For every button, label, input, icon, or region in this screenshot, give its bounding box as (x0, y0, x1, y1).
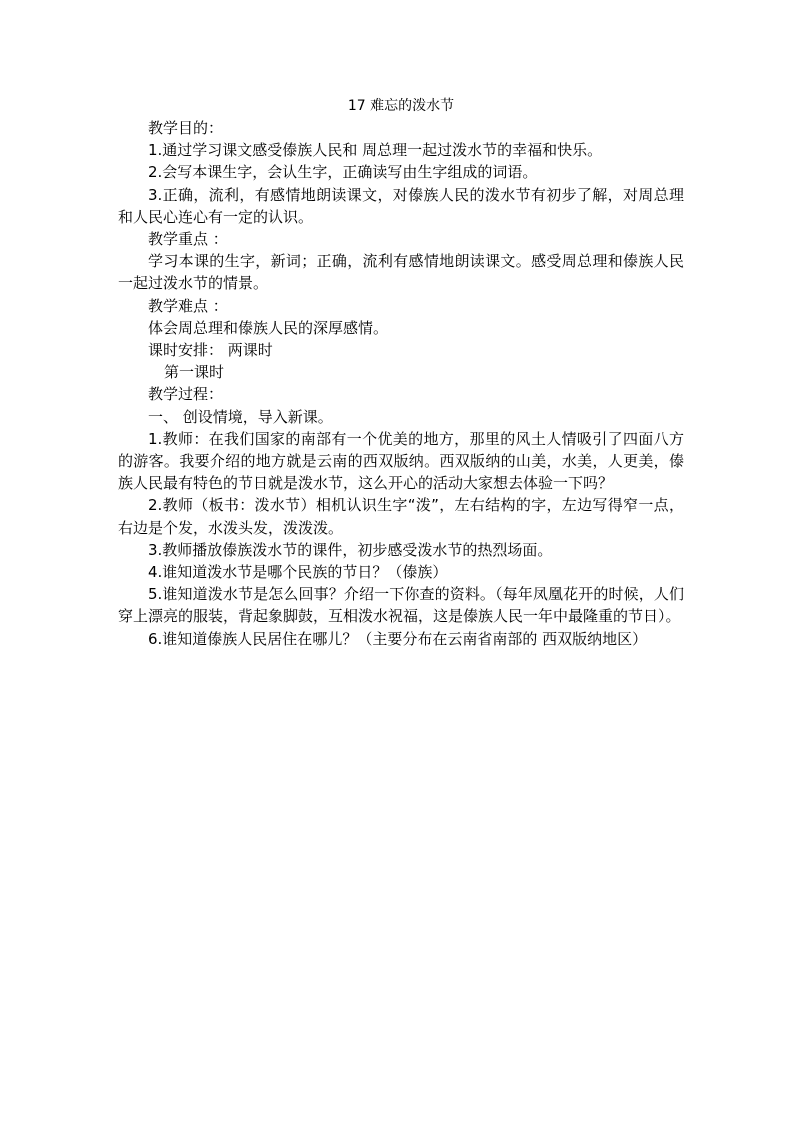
section-1-heading: 一、 创设情境，导入新课。 (148, 407, 333, 426)
schedule-line: 课时安排： 两课时 (148, 341, 273, 360)
objective-2: 2.会写本课生字，会认生字，正确读写由生字组成的词语。 (148, 163, 538, 182)
first-lesson-heading: 第一课时 (164, 363, 225, 382)
teaching-objectives-heading: 教学目的： (148, 119, 224, 137)
objective-1: 1.通过学习课文感受傣族人民和 周总理一起过泼水节的幸福和快乐。 (148, 141, 603, 160)
process-step-1: 1.教师：在我们国家的南部有一个优美的地方，那里的风土人情吸引了四面八方的游客。我要介绍的地方就是云南的西双版纳。西双版纳的山美，水美，人更美，傣族人民最有特色的节日就是泼水节，这么开心的活动大家想去体验一下吗？ (118, 429, 684, 493)
objective-3: 3.正确，流利，有感情地朗读课文，对傣族人民的泼水节有初步了解，对周总理和人民心连心有一定的认识。 (118, 185, 684, 226)
process-step-3: 3.教师播放傣族泼水节的课件，初步感受泼水节的热烈场面。 (148, 540, 553, 559)
difficulties-heading: 教学难点 ： (148, 296, 228, 315)
document-body (118, 97, 684, 650)
process-step-2: 2.教师（板书：泼水节）相机认识生字“泼”，左右结构的字，左边写得窄一点，右边是个发，水泼头发，泼泼泼。 (118, 496, 684, 537)
process-step-4: 4.谁知道泼水节是哪个民族的节日？（傣族） (148, 563, 448, 582)
process-step-6: 6.谁知道傣族人民居住在哪儿？（主要分布在云南省南部的 西双版纳地区） (148, 629, 648, 648)
difficulties-text: 体会周总理和傣族人民的深厚感情。 (148, 318, 389, 337)
process-step-5: 5.谁知道泼水节是怎么回事？介绍一下你查的资料。（每年凤凰花开的时候，人们穿上漂亮的服装，背起象脚鼓，互相泼水祝福，这是傣族人民一年中最隆重的节日）。 (118, 585, 684, 626)
process-heading: 教学过程： (148, 385, 224, 404)
key-points-text: 学习本课的生字，新词；正确，流利有感情地朗读课文。感受周总理和傣族人民一起过泼水节的情景。 (118, 252, 684, 293)
document-title: 17 难忘的泼水节 (347, 98, 455, 114)
key-points-heading: 教学重点 ： (148, 230, 228, 249)
